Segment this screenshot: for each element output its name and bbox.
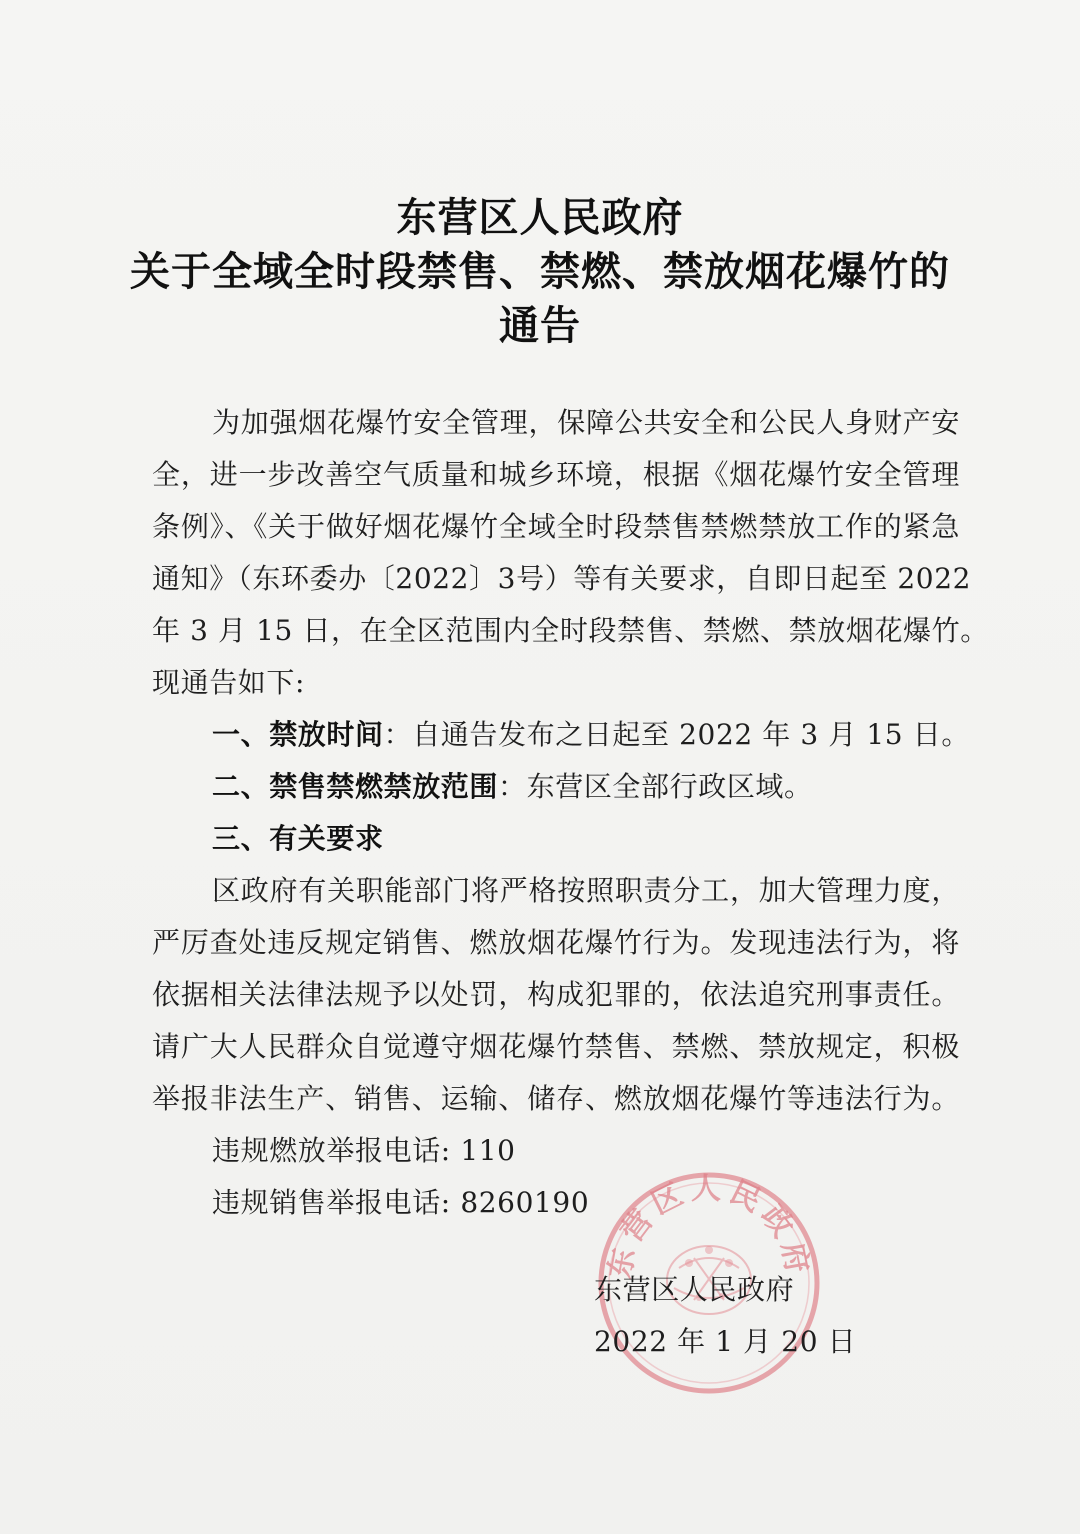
section-3 — [212, 822, 960, 856]
section-2-text: ：东营区全部行政区域。 — [498, 770, 813, 803]
requirements-line-3: 依据相关法律法规予以处罚，构成犯罪的，依法追究刑事责任。 — [152, 978, 960, 1011]
section-3-heading: 三、有关要求 — [212, 822, 384, 855]
section-1-heading: 一、禁放时间 — [212, 718, 384, 751]
title-line-2: 关于全域全时段禁售、禁燃、禁放烟花爆竹的 — [130, 248, 950, 295]
requirements-line-1: 区政府有关职能部门将严格按照职责分工，加大管理力度， — [212, 874, 960, 907]
seal-text: 东营区人民政府 — [602, 1171, 816, 1282]
intro-line-4: 通知》（东环委办〔2022〕3号）等有关要求，自即日起至 2022 — [152, 562, 972, 595]
svg-text:东营区人民政府 — [602, 1172, 815, 1282]
section-2-heading: 二、禁售禁燃禁放范围 — [212, 770, 499, 803]
intro-line-3: 条例》、《关于做好烟花爆竹全域全时段禁售禁燃禁放工作的紧急 — [152, 510, 960, 543]
signature-date: 2022 年 1 月 20 日 — [594, 1325, 857, 1358]
section-1-text: ：自通告发布之日起至 2022 年 3 月 15 日。 — [383, 718, 970, 751]
section-2 — [212, 770, 960, 804]
requirements-line-4: 请广大人民群众自觉遵守烟花爆竹禁售、禁燃、禁放规定，积极 — [152, 1030, 960, 1063]
title-line-1: 东营区人民政府 — [396, 194, 684, 241]
signature-org: 东营区人民政府 — [594, 1273, 795, 1306]
intro-line-1: 为加强烟花爆竹安全管理，保障公共安全和公民人身财产安 — [212, 406, 960, 439]
hotline-firing: 违规燃放举报电话: 110 — [212, 1134, 516, 1167]
hotline-sales: 违规销售举报电话: 8260190 — [212, 1186, 590, 1219]
intro-line-6: 现通告如下: — [152, 666, 306, 699]
intro-line-2: 全，进一步改善空气质量和城乡环境，根据《烟花爆竹安全管理 — [152, 458, 960, 491]
requirements-line-5: 举报非法生产、销售、运输、储存、燃放烟花爆竹等违法行为。 — [152, 1082, 960, 1115]
requirements-line-2: 严厉查处违反规定销售、燃放烟花爆竹行为。发现违法行为，将 — [152, 926, 960, 959]
title-line-3: 通告 — [499, 302, 581, 349]
intro-line-5: 年 3 月 15 日，在全区范围内全时段禁售、禁燃、禁放烟花爆竹。 — [152, 614, 989, 647]
section-1 — [212, 718, 970, 752]
